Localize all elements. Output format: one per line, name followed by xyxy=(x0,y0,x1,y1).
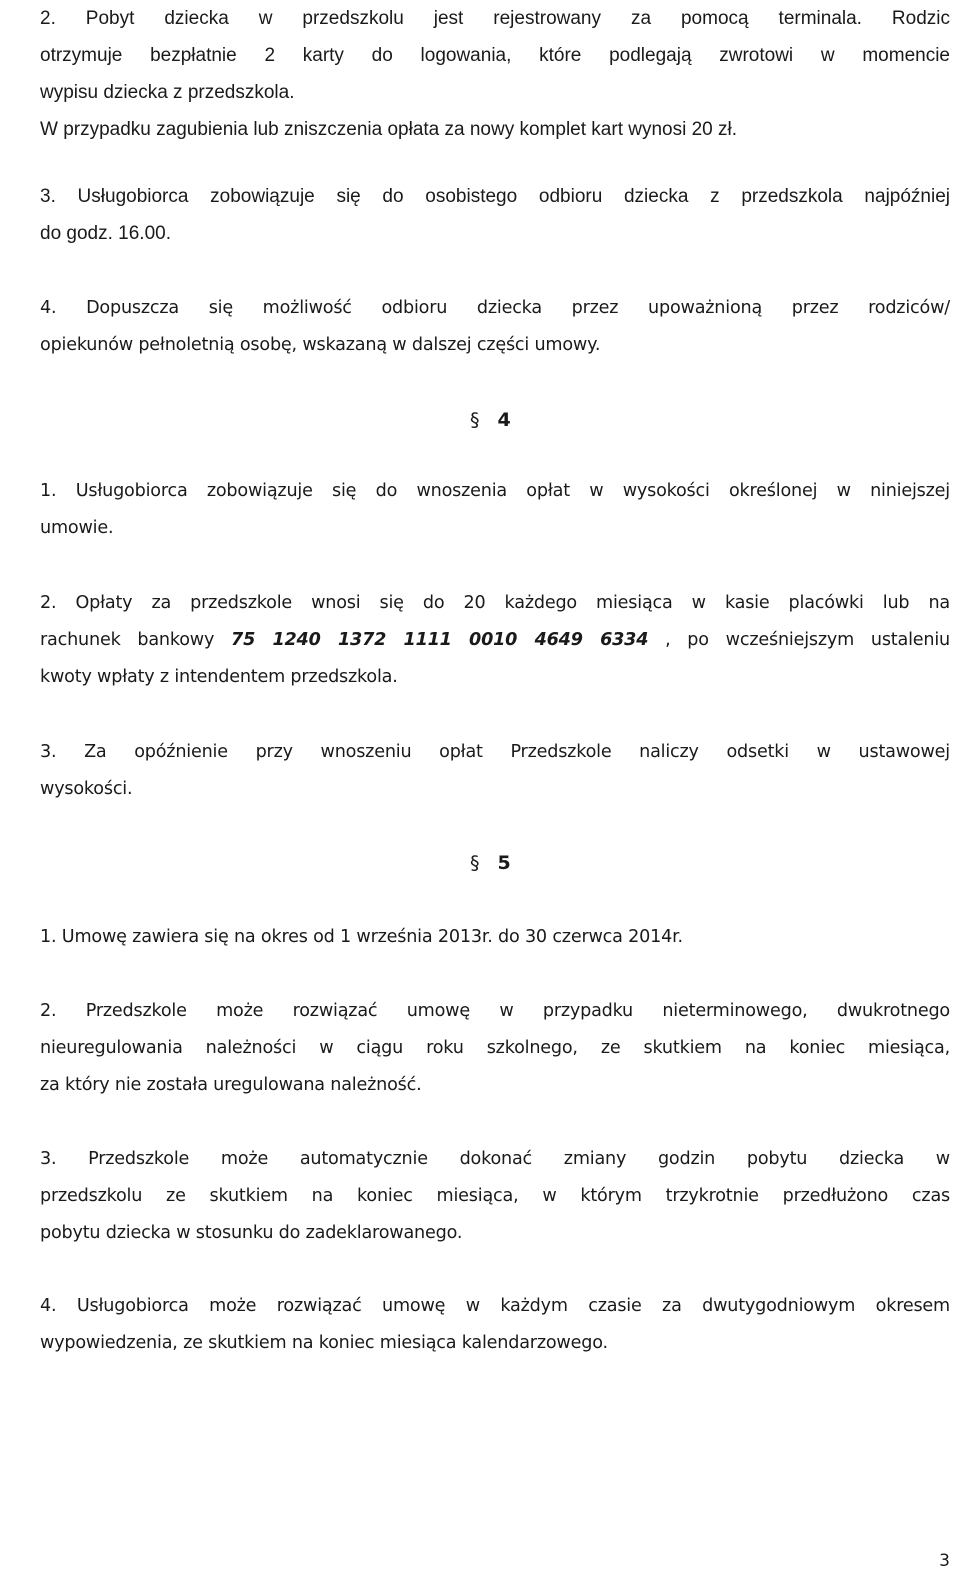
text-line: wypowiedzenia, ze skutkiem na koniec miesiąca kalendarzowego. xyxy=(40,1333,608,1353)
text-line: 4. Usługobiorca może rozwiązać umowę w każdym czasie za dwutygodniowym okresem xyxy=(40,1296,950,1316)
text-line: wysokości. xyxy=(40,779,133,799)
paragraph-3-3 xyxy=(40,178,950,252)
text-line: pobytu dziecka w stosunku do zadeklarowanego. xyxy=(40,1223,463,1243)
section-heading-4 xyxy=(470,400,550,440)
text-line: wypisu dziecka z przedszkola. xyxy=(40,82,295,103)
section-symbol: § xyxy=(470,852,480,874)
text-line: nieuregulowania należności w ciągu roku szkolnego, ze skutkiem na koniec miesiąca, xyxy=(40,1038,950,1058)
paragraph-4-2 xyxy=(40,585,950,696)
text-line: W przypadku zagubienia lub zniszczenia opłata za nowy komplet kart wynosi 20 zł. xyxy=(40,119,738,140)
paragraph-3-4 xyxy=(40,290,950,364)
text-line: 3. Za opóźnienie przy wnoszeniu opłat Przedszkole naliczy odsetki w ustawowej xyxy=(40,742,950,762)
text-line: 2. Pobyt dziecka w przedszkolu jest rejestrowany za pomocą terminala. Rodzic xyxy=(40,8,950,29)
section-symbol: § xyxy=(470,409,480,431)
paragraph-5-1 xyxy=(40,919,950,956)
text-line: 3. Usługobiorca zobowiązuje się do osobistego odbioru dziecka z przedszkola najpóźniej xyxy=(40,186,950,207)
section-heading-5 xyxy=(470,843,550,883)
text-line: 1. Umowę zawiera się na okres od 1 września 2013r. do 30 czerwca 2014r. xyxy=(40,927,683,947)
text-line: przedszkolu ze skutkiem na koniec miesiąca, w którym trzykrotnie przedłużono czas xyxy=(40,1186,950,1206)
text-line: kwoty wpłaty z intendentem przedszkola. xyxy=(40,667,398,687)
text-fragment: rachunek bankowy xyxy=(40,630,232,650)
paragraph-4-1 xyxy=(40,473,950,547)
section-number: 5 xyxy=(497,852,511,874)
page-number: 3 xyxy=(939,1551,950,1571)
bank-account-number: 75 1240 1372 1111 0010 4649 6334 xyxy=(231,630,649,650)
text-line: 1. Usługobiorca zobowiązuje się do wnoszenia opłat w wysokości określonej w niniejszej xyxy=(40,481,950,501)
paragraph-4-3 xyxy=(40,734,950,808)
text-line: umowie. xyxy=(40,518,114,538)
text-line: za który nie została uregulowana należność. xyxy=(40,1075,422,1095)
text-line xyxy=(40,622,950,659)
paragraph-3-2 xyxy=(40,0,950,148)
section-number: 4 xyxy=(497,409,511,431)
text-line: 4. Dopuszcza się możliwość odbioru dziecka przez upoważnioną przez rodziców/ xyxy=(40,298,950,318)
paragraph-5-3 xyxy=(40,1141,950,1252)
text-line: otrzymuje bezpłatnie 2 karty do logowania, które podlegają zwrotowi w momencie xyxy=(40,45,950,66)
text-line: 2. Opłaty za przedszkole wnosi się do 20 każdego miesiąca w kasie placówki lub na xyxy=(40,593,950,613)
text-line: opiekunów pełnoletnią osobę, wskazaną w dalszej części umowy. xyxy=(40,335,601,355)
text-line: 3. Przedszkole może automatycznie dokonać zmiany godzin pobytu dziecka w xyxy=(40,1149,950,1169)
text-line: do godz. 16.00. xyxy=(40,223,171,244)
text-fragment: , po wcześniejszym ustaleniu xyxy=(648,630,950,650)
paragraph-5-2 xyxy=(40,993,950,1104)
text-line: 2. Przedszkole może rozwiązać umowę w przypadku nieterminowego, dwukrotnego xyxy=(40,1001,950,1021)
paragraph-5-4 xyxy=(40,1288,950,1362)
